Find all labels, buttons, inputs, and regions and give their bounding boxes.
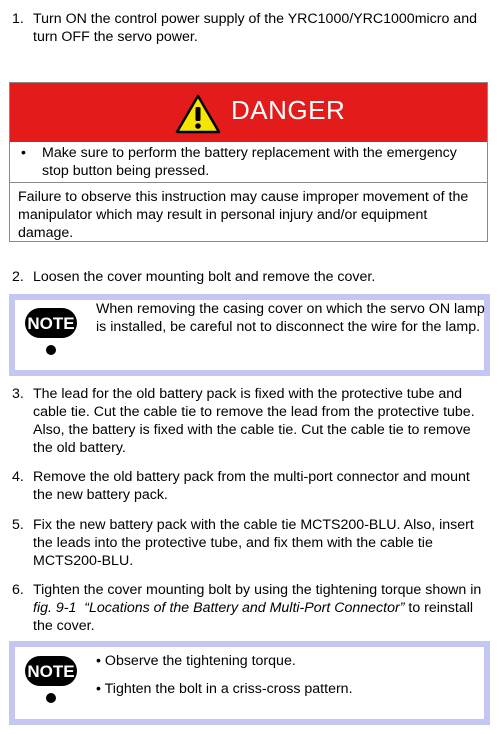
step-3-text: The lead for the old battery pack is fixed with the protective tube and cable tie. Cut the cable tie to remove the lead from the protective tube. Also, the battery is fixed with the cable tie. Cut the cable tie to remove the old battery. [33,386,475,456]
note-box-1 [9,294,490,376]
danger-divider [10,182,487,183]
danger-box [9,82,488,242]
step-4-text: Remove the old battery pack from the multi-port connector and mount the new battery pack. [33,469,470,503]
step-6-text [33,581,488,635]
step-2-number: 2. [12,269,24,285]
step-2-text: Loosen the cover mounting bolt and remove the cover. [33,269,376,285]
note-1-text: When removing the casing cover on which the servo ON lamp is installed, be careful not to disconnect the wire for the lamp. [96,301,485,335]
step-1-text: Turn ON the control power supply of the YRC1000/YRC1000micro and turn OFF the servo power. [33,11,477,45]
danger-header [10,83,487,142]
step-3-number: 3. [12,386,24,402]
step-6-text-before: Tighten the cover mounting bolt by using the tightening torque shown in [33,582,482,598]
step-5-text: Fix the new battery pack with the cable tie MCTS200-BLU. Also, insert the leads into the protective tube, and fix them with the cable tie MCTS200-BLU. [33,517,474,569]
step-6-text-after: to reinstall the cover. [33,600,474,634]
danger-bullet-mark: • [21,145,26,161]
warning-triangle-icon [175,94,221,134]
note-box-2 [9,641,490,725]
note-icon [25,308,77,356]
note-icon-label: NOTE [27,662,75,681]
danger-failure-text: Failure to observe this instruction may cause improper movement of the manipulator which may result in personal injury and/or equipment damage. [18,189,469,241]
note-2-bullet-1: • Observe the tightening torque. [96,653,296,669]
note-2-bullet-2: • Tighten the bolt in a criss-cross pattern. [96,681,353,697]
step-1-number: 1. [12,11,24,27]
step-5-number: 5. [12,517,24,533]
note-icon [25,656,77,704]
fig-reference-link[interactable]: fig. 9-1 [33,600,77,616]
note-icon-label: NOTE [27,314,75,333]
step-4-number: 4. [12,469,24,485]
danger-title: DANGER [231,95,346,125]
step-6-number: 6. [12,582,24,598]
fig-title: “Locations of the Battery and Multi-Port Connector” [84,600,405,616]
danger-bullet-text: Make sure to perform the battery replacement with the emergency stop button being pressed. [42,145,457,179]
